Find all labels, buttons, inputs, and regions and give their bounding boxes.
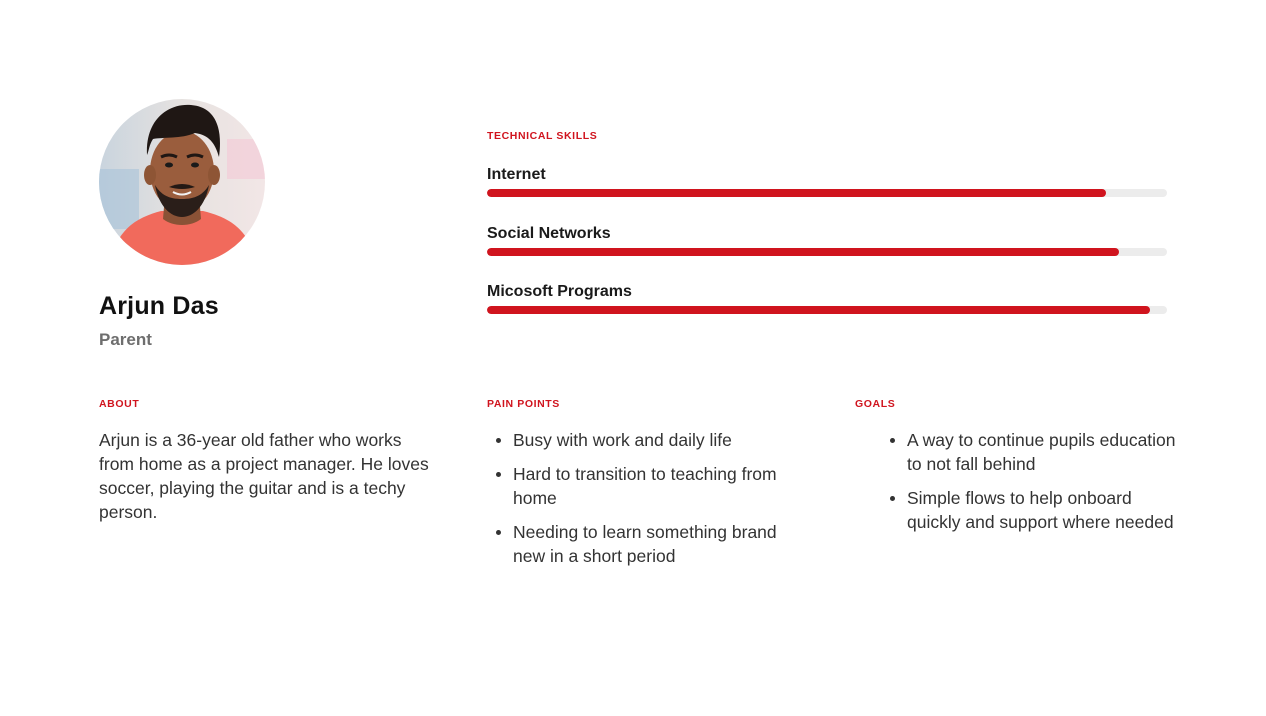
about-text: Arjun is a 36-year old father who works from home as a project manager. He loves soccer, playing the guitar and is a techy person. [99, 430, 429, 522]
skill-progress-fill [487, 189, 1106, 197]
technical-skills-list [487, 166, 1167, 342]
goals-label: GOALS [855, 398, 896, 410]
skill-name: Social Networks [487, 224, 611, 242]
skill-progress-fill [487, 248, 1119, 256]
skill-progress-track [487, 248, 1167, 256]
skill-internet [487, 166, 1167, 225]
goals-list [881, 428, 1181, 544]
pain-points-label: PAIN POINTS [487, 398, 560, 410]
skill-progress-track [487, 189, 1167, 197]
skill-progress-fill [487, 306, 1150, 314]
profile-photo [99, 99, 265, 265]
about-label: ABOUT [99, 398, 140, 410]
list-item: Needing to learn something brand new in a short period [487, 520, 787, 568]
skill-progress-track [487, 306, 1167, 314]
avatar [99, 99, 265, 265]
list-item: A way to continue pupils education to not fall behind [881, 428, 1181, 476]
skill-social-networks [487, 225, 1167, 284]
list-item: Simple flows to help onboard quickly and support where needed [881, 486, 1181, 534]
skill-name: Micosoft Programs [487, 283, 632, 300]
list-item: Busy with work and daily life [487, 428, 787, 452]
list-item: Hard to transition to teaching from home [487, 462, 787, 510]
persona-name: Arjun Das [99, 292, 219, 320]
skill-microsoft-programs [487, 283, 1167, 342]
skill-name: Internet [487, 166, 546, 183]
technical-skills-label: TECHNICAL SKILLS [487, 130, 598, 142]
pain-points-list [487, 428, 787, 578]
persona-role: Parent [99, 330, 152, 349]
